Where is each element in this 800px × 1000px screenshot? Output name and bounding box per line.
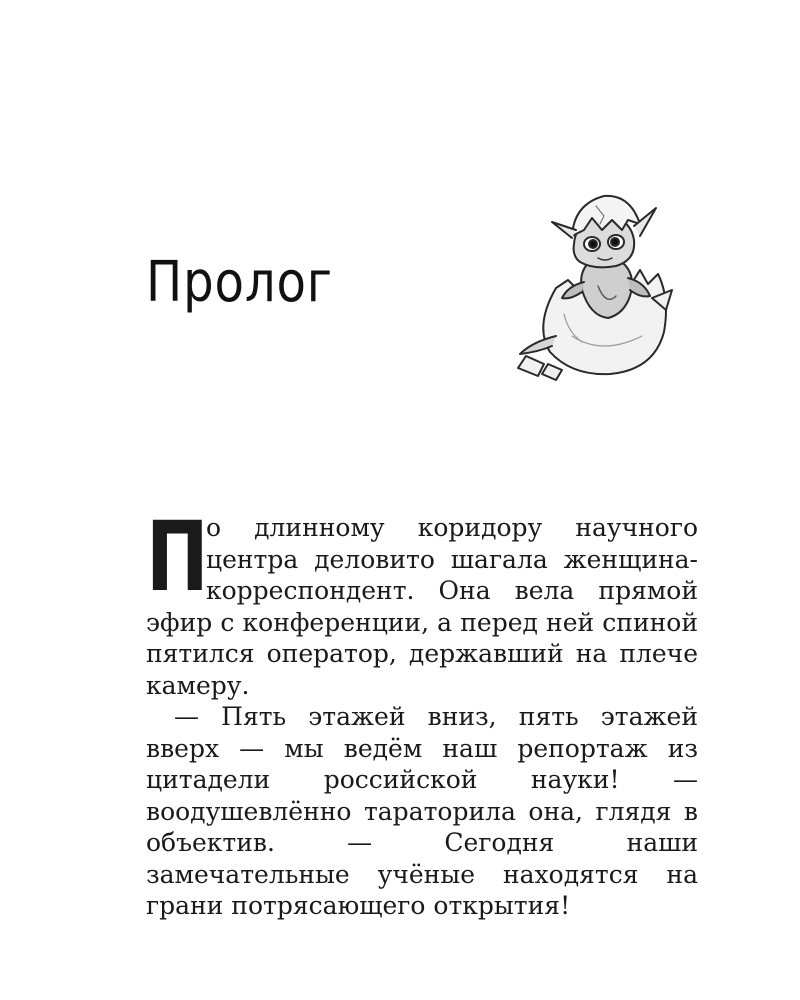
chapter-body — [146, 501, 698, 922]
chapter-title: Пролог — [146, 250, 333, 315]
hatching-dragon-icon — [512, 186, 688, 382]
paragraph-1 — [146, 501, 698, 701]
paragraph-1-text: о длинному коридору научного центра деловито шагала женщина-корреспондент. Она вела прямой эфир с конференции, а перед ней спиной пятился оператор, державший на плече камеру. — [146, 513, 698, 700]
paragraph-2: — Пять этажей вниз, пять этажей вверх — мы ведём наш репортаж из цитадели российской науки! — воодушевлённо тараторила она, глядя в объектив. — Сегодня наши замечательные учёные находятся на грани потрясающего открытия! — [146, 702, 698, 920]
drop-cap: П — [146, 501, 209, 613]
